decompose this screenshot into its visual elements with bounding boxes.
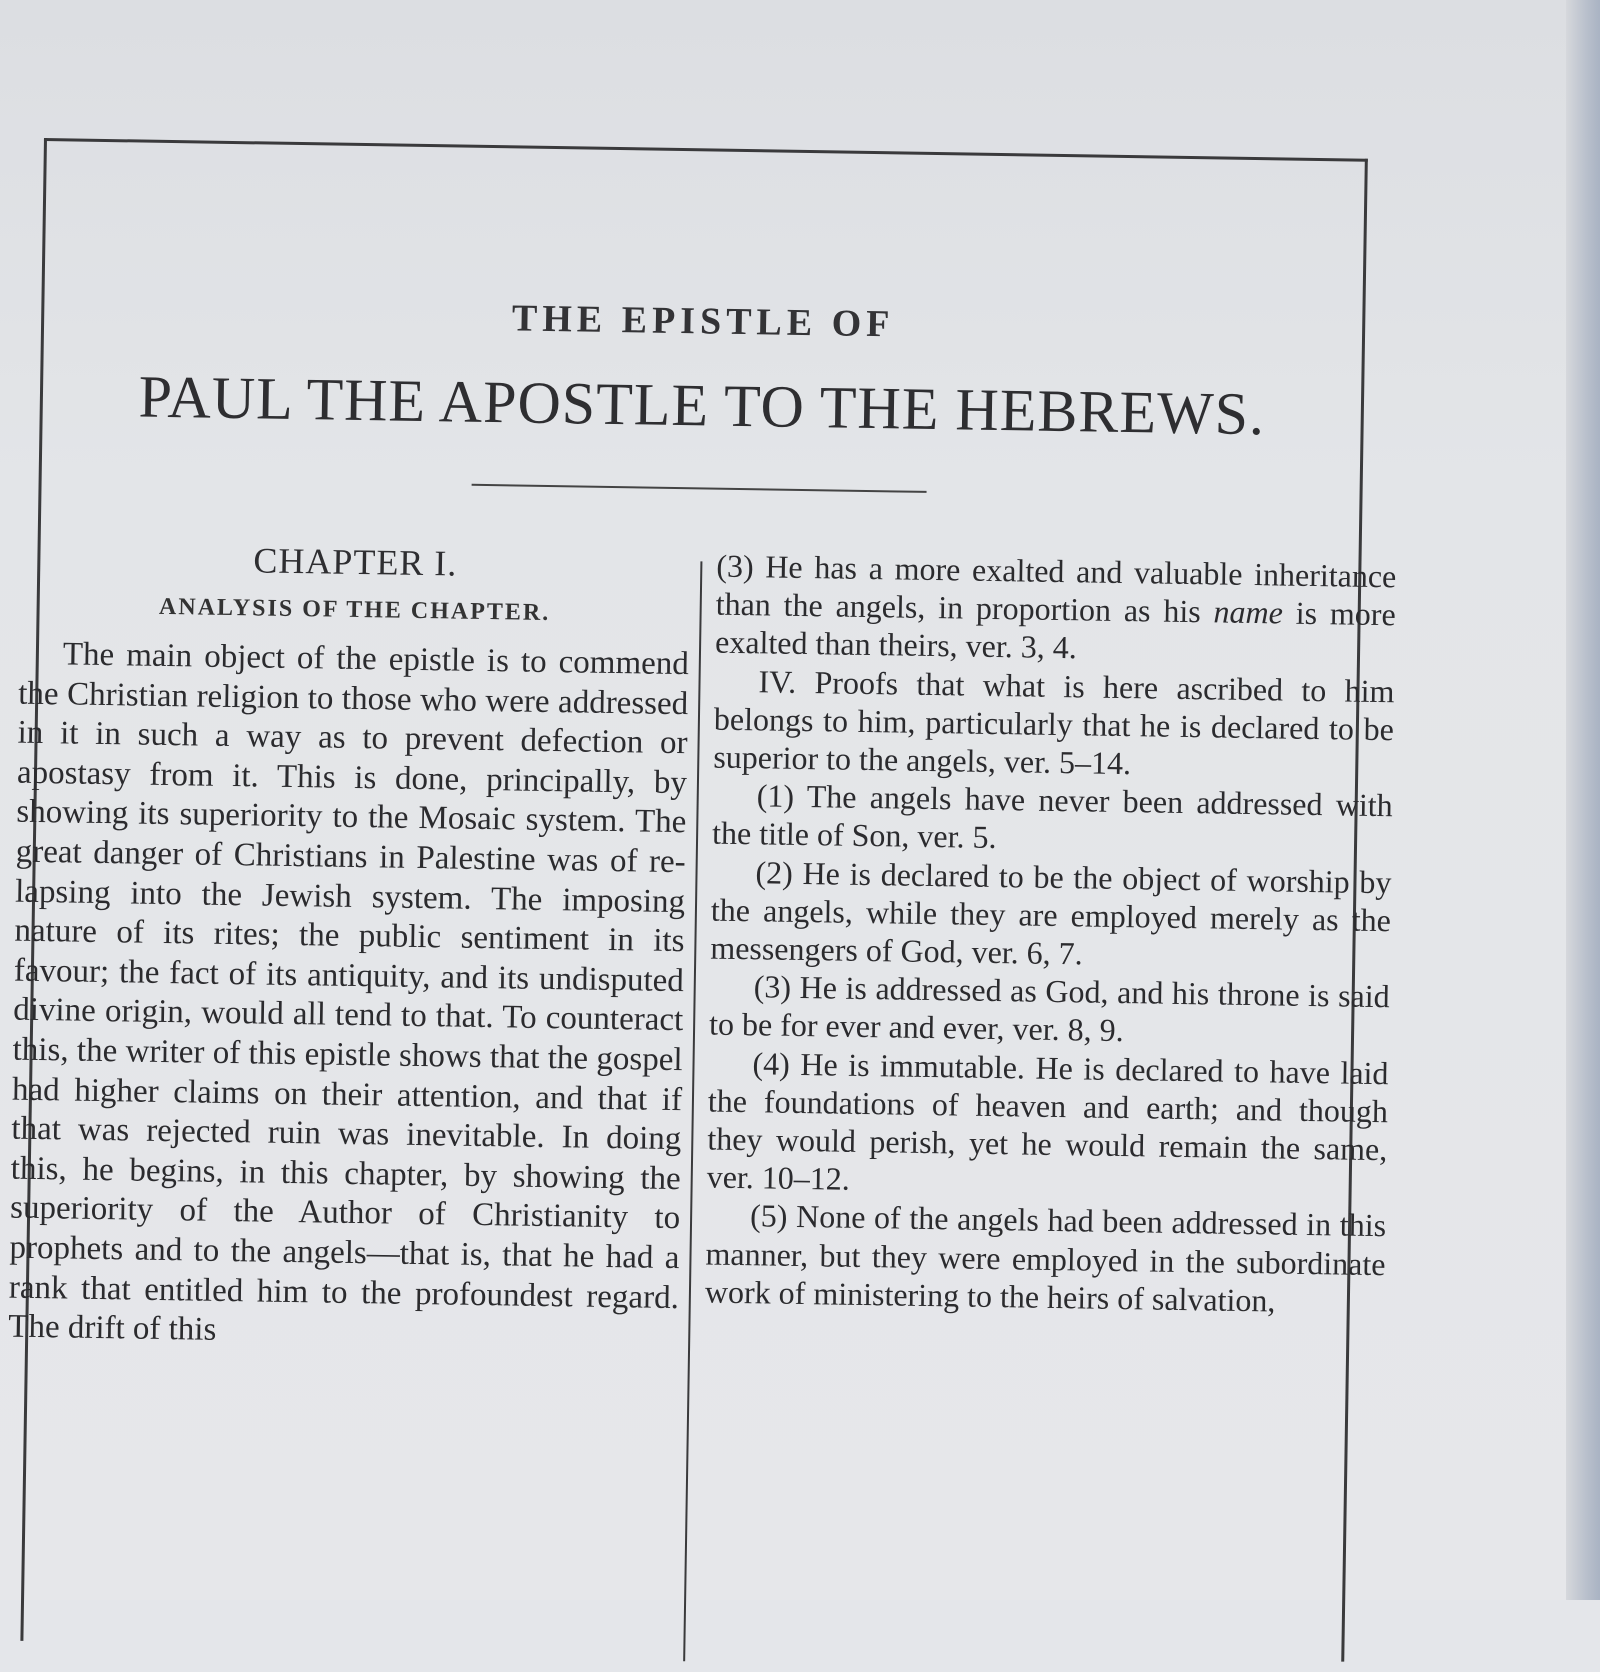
analysis-section-iv: IV. Proofs that what is here ascribed to him belongs to him, particularly that he is declared to be superior to the angels, ver. 5–14. xyxy=(713,662,1395,782)
item-3-text-before: (3) He has a more exalted and valuable inheritance than the angels, in proportion as his xyxy=(715,547,1397,630)
analysis-item-3 xyxy=(715,547,1397,672)
analysis-sub-item-4: (4) He is immutable. He is declared to have laid the foundations of heaven and earth; and though they would perish, yet he would remain the same, ver. 10–12. xyxy=(706,1044,1389,1198)
analysis-sub-item-2: (2) He is declared to be the object of worship by the angels, while they are employed merely as the messengers of God, ver. 6, 7. xyxy=(710,853,1392,972)
page-frame xyxy=(8,138,1397,1662)
left-column xyxy=(8,536,691,1358)
analysis-sub-item-5: (5) None of the angels had been addressed in this manner, but they were employed in the subordinate work of ministering to the heirs of salvation, xyxy=(704,1197,1387,1319)
analysis-sub-item-3: (3) He is addressed as God, and his throne is said to be for ever and ever, ver. 8, 9. xyxy=(708,968,1390,1049)
analysis-sub-item-1: (1) The angels have never been addressed with the title of Son, ver. 5. xyxy=(711,777,1393,856)
item-3-italic-word: name xyxy=(1213,593,1284,631)
page-edge xyxy=(1566,0,1600,1600)
analysis-title: ANALYSIS OF THE CHAPTER. xyxy=(158,593,551,627)
epistle-heading-small: THE EPISTLE OF xyxy=(511,297,895,346)
item-3-text-after: is more exalted than theirs, ver. 3, 4. xyxy=(714,594,1396,666)
right-column xyxy=(705,547,1397,1322)
analysis-paragraph: The main object of the epistle is to commend the Christian religion to those who were addressed in it in such a way as to prevent defection or apostasy from it. This is done, principally, by showing its superiority to the Mosaic system. The great danger of Christians in Palestine was of relapsing into the Jewish system. The imposing nature of its rites; the public sentiment in its favour; the fact of its antiquity, and its undisputed divine origin, would all tend to that. To counteract this, the writer of this epistle shows that the gospel had higher claims on their attention, and that if that was rejected ruin was inevitable. In doing this, he begins, in this chapter, by showing the superiority of the Author of Christianity to prophets and to the angels—that is, that he had a rank that entitled him to the profoundest regard. The drift of this xyxy=(8,636,690,1348)
chapter-title: CHAPTER I. xyxy=(253,540,458,584)
epistle-heading-large: PAUL THE APOSTLE TO THE HEBREWS. xyxy=(138,363,1266,448)
title-rule xyxy=(472,484,927,493)
